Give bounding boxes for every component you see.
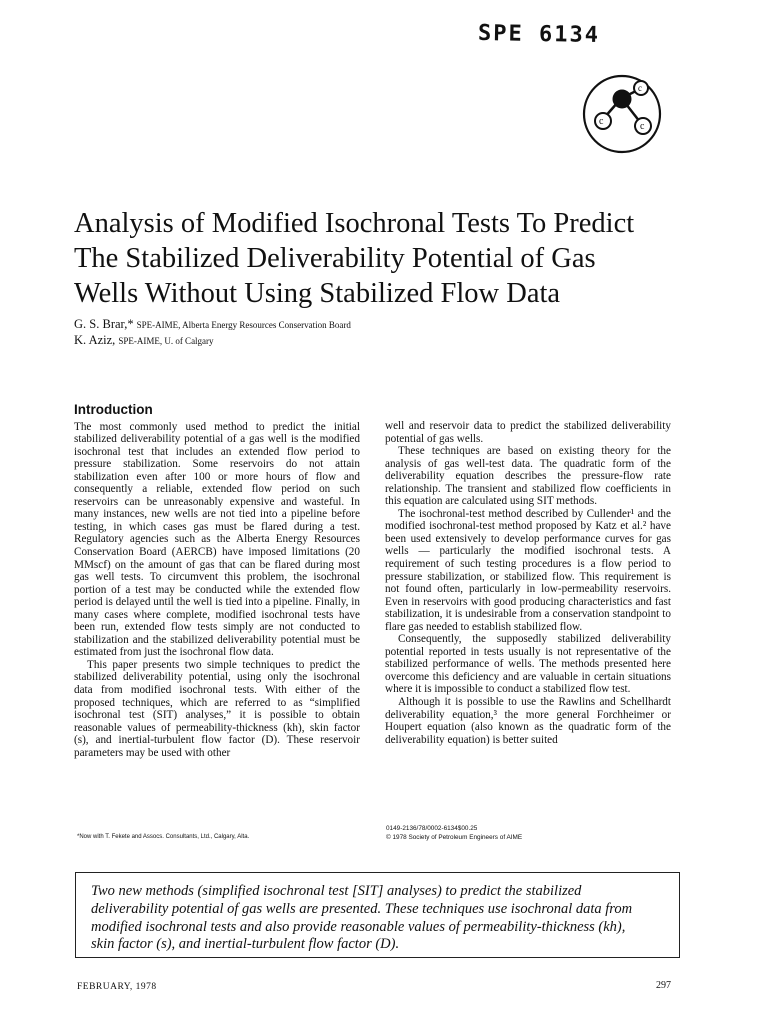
body-paragraph: The most commonly used method to predict the initial stabilized deliverability potential of a gas well is the modified isochronal test that includes an extended flow period to pressure stabilization. Some reservoirs do not attain stabilization even after 100 or more hours of flow and consequently a reliable, extended flow period on such reservoirs can be unreasonably expensive and wasteful. In many instances, new wells are not tied into a pipeline before testing, in which cases gas must be flared during a test. Regulatory agencies such as the Alberta Energy Resources Conservation Board (AERCB) have imposed limitations (20 MMscf) on the amount of gas that can be flared during most gas well tests. To circumvent this problem, the isochronal portion of a test may be conducted while the extended flow period is delayed until the well is tied into a pipeline. Finally, in many cases where complete, modified isochronal tests have been run, extended flow tests simply are not conducted to stabilization and the stabilized deliverability potential must be estimated from just the isochronal flow data. <box>74 420 360 659</box>
copyright-line: © 1978 Society of Petroleum Engineers of AIME <box>386 834 523 841</box>
abstract-line: Two new methods (simplified isochronal test [SIT] analyses) to predict the stabilized <box>91 883 582 899</box>
author-name: G. S. Brar,* <box>74 317 134 331</box>
title-line: Analysis of Modified Isochronal Tests To Predict <box>74 208 635 239</box>
body-paragraph: These techniques are based on existing theory for the analysis of gas well-test data. The quadratic form of the deliverability equation describes the pressure-flow rate relationship. The transient and stabilized flow coefficients in this equation are calculated using SIT methods. <box>385 445 671 508</box>
title-line: Wells Without Using Stabilized Flow Data <box>74 278 561 309</box>
body-paragraph: This paper presents two simple techniques to predict the stabilized deliverability potential, using only the isochronal data from modified isochronal tests. With either of the proposed techniques, which are referred to as “simplified isochronal test (SIT) analyses,” it is possible to obtain reasonable values of permeability-thickness (kh), skin factor (s), and inertial-turbulent flow factor (D). These reservoir parameters may be used with other <box>74 658 360 759</box>
section-heading: Introduction <box>74 402 153 417</box>
spe-paper-number-stamp: SPE 6134 <box>477 20 601 49</box>
body-paragraph: Although it is possible to use the Rawlins and Schellhardt deliverability equation,³ the more general Forchheimer or Houpert equation (also known as the quadratic form of the deliverability equation) is better suited <box>385 696 671 746</box>
spe-molecule-logo-icon <box>582 74 662 154</box>
author-entry <box>74 333 351 349</box>
body-paragraph: The isochronal-test method described by Cullender¹ and the modified isochronal-test method proposed by Katz et al.² have been used extensively to develop performance curves for gas wells — particularly the modified isochronal tests. A requirement of such testing procedures is a flow period to pressure stabilization, or stabilized flow. This requirement is not found often, particularly in low-permeability reservoirs. Even in reservoirs with good producing characteristics and fast stabilization, it is undesirable from a conservation standpoint to flare gas needed to establish stabilized flow. <box>385 507 671 633</box>
issue-date: FEBRUARY, 1978 <box>77 982 157 992</box>
body-column-left <box>74 404 360 759</box>
author-list <box>74 317 351 349</box>
svg-text:c: c <box>638 83 642 93</box>
author-entry <box>74 317 351 333</box>
copyright-notice <box>386 824 522 842</box>
abstract-line: deliverability potential of gas wells are presented. These techniques use isochronal data from <box>91 900 633 917</box>
abstract-line: modified isochronal tests and also provide reasonable values of permeability-thickness (kh), <box>91 918 626 935</box>
author-affiliation: SPE-AIME, Alberta Energy Resources Conservation Board <box>136 320 351 330</box>
author-footnote: *Now with T. Fekete and Assocs. Consultants, Ltd., Calgary, Alta. <box>77 834 250 840</box>
svg-text:c: c <box>640 121 645 132</box>
body-column-right <box>385 420 671 746</box>
page-number: 297 <box>656 980 671 991</box>
abstract-line: skin factor (s), and inertial-turbulent flow factor (D). <box>91 936 400 953</box>
author-affiliation: SPE-AIME, U. of Calgary <box>118 336 214 346</box>
body-paragraph: Consequently, the supposedly stabilized deliverability potential reported in tests usually is not representative of the stabilized performance of wells. The methods presented here overcome this deficiency and are valuable in certain situations where it is impossible to conduct a stabilized flow test. <box>385 633 671 696</box>
body-paragraph: well and reservoir data to predict the stabilized deliverability potential of gas wells. <box>385 420 671 445</box>
svg-text:c: c <box>599 116 604 127</box>
abstract-box <box>75 872 680 958</box>
title-line: The Stabilized Deliverability Potential of Gas <box>74 243 596 274</box>
issn-line: 0149-2136/78/0002-6134$00.25 <box>386 825 478 832</box>
author-name: K. Aziz, <box>74 333 116 347</box>
paper-title <box>74 206 714 311</box>
